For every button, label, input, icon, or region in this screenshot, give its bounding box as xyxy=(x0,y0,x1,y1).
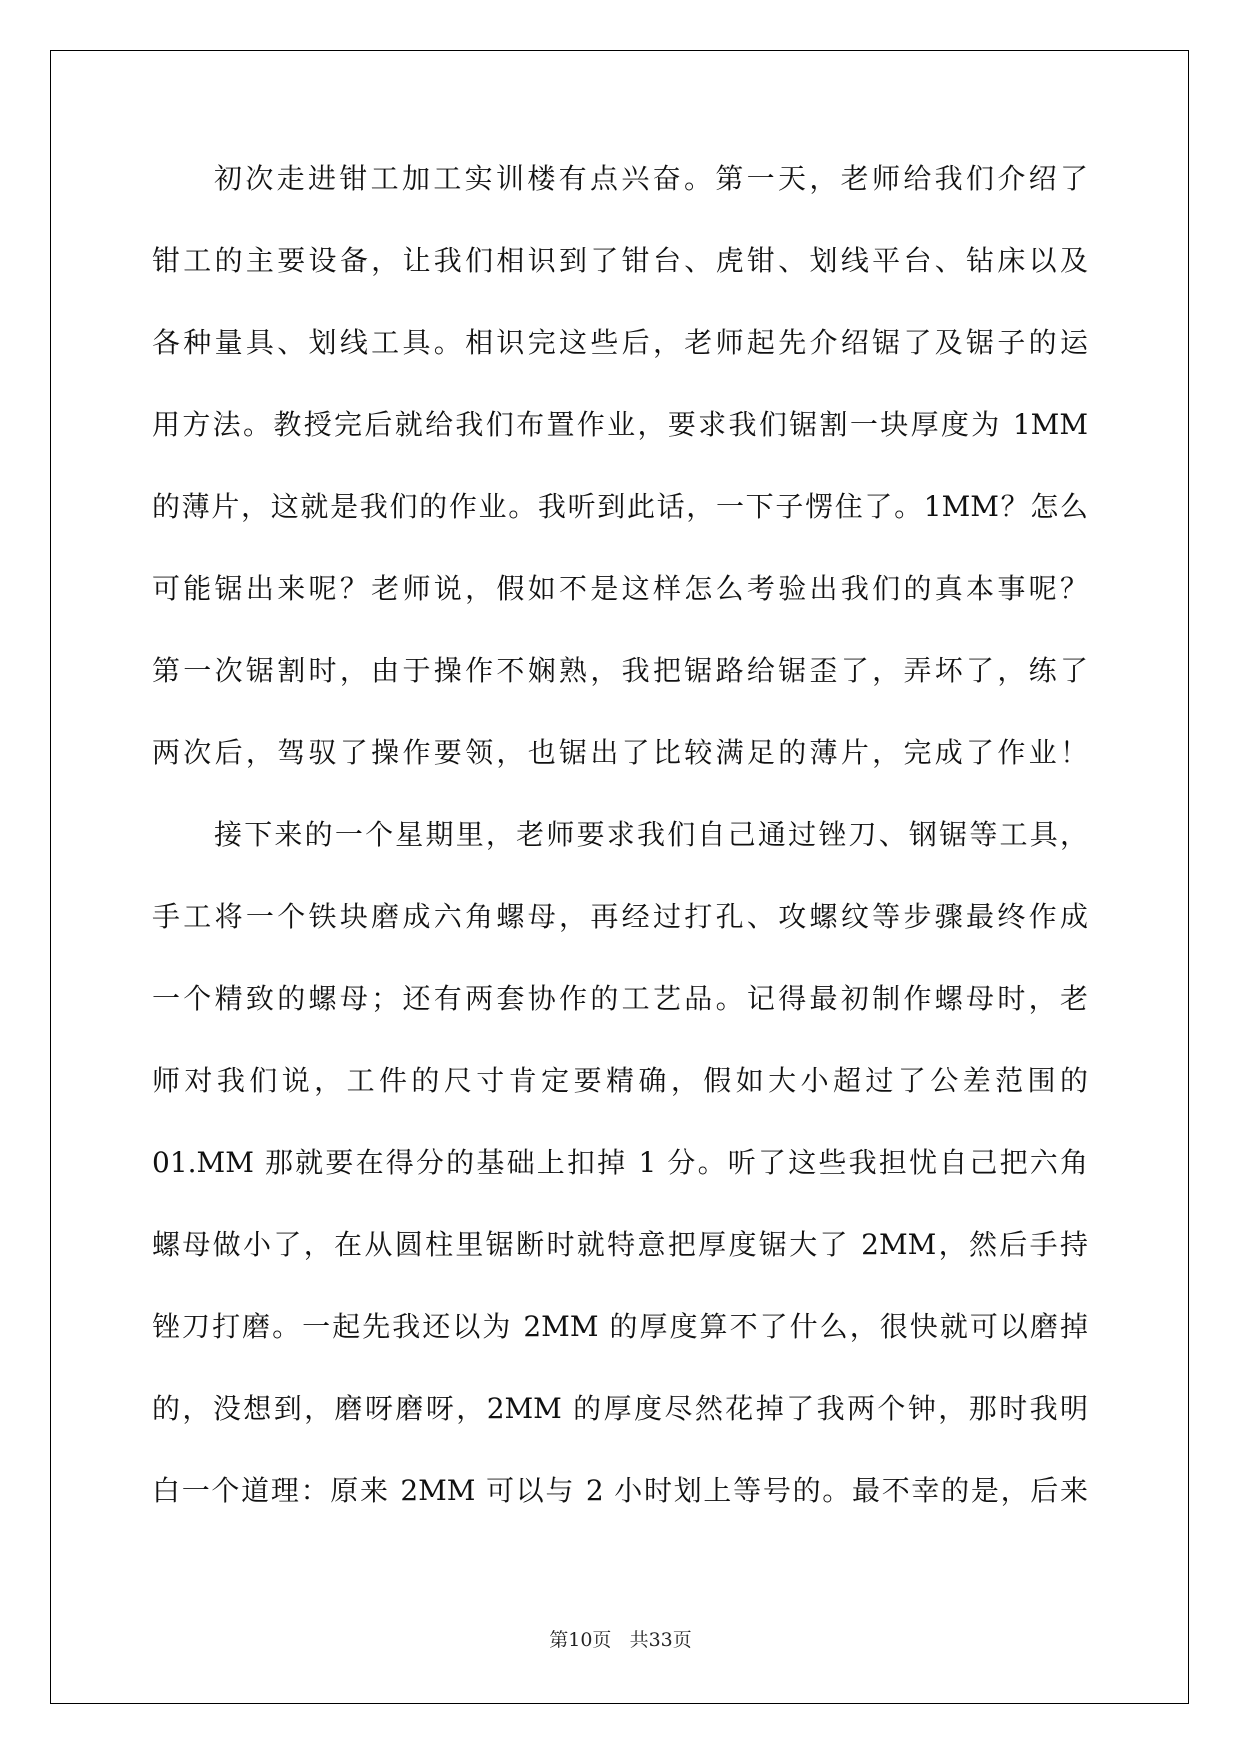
text-line: 师对我们说，工件的尺寸肯定要精确，假如大小超过了公差范围的 xyxy=(152,1064,1088,1097)
text-line: 第一次锯割时，由于操作不娴熟，我把锯路给锯歪了，弄坏了，练了 xyxy=(152,654,1088,687)
page-number: 第10页 xyxy=(549,1629,612,1651)
text-line: 可能锯出来呢？老师说，假如不是这样怎么考验出我们的真本事呢？ xyxy=(152,572,1088,605)
text-line: 用方法。教授完后就给我们布置作业，要求我们锯割一块厚度为 1MM xyxy=(152,408,1088,441)
page-total: 共33页 xyxy=(629,1629,692,1651)
text-line: 一个精致的螺母；还有两套协作的工艺品。记得最初制作螺母时，老 xyxy=(152,982,1088,1015)
text-line: 01.MM 那就要在得分的基础上扣掉 1 分。听了这些我担忧自己把六角 xyxy=(152,1146,1088,1179)
text-line: 各种量具、划线工具。相识完这些后，老师起先介绍锯了及锯子的运 xyxy=(152,326,1088,359)
paragraph-1 xyxy=(152,155,1088,811)
text-line: 的，没想到，磨呀磨呀，2MM 的厚度尽然花掉了我两个钟，那时我明 xyxy=(152,1392,1088,1425)
text-line: 的薄片，这就是我们的作业。我听到此话，一下子愣住了。1MM？怎么 xyxy=(152,490,1088,523)
text-line: 接下来的一个星期里，老师要求我们自己通过锉刀、钢锯等工具， xyxy=(214,818,1088,851)
page-footer xyxy=(0,1625,1241,1652)
text-line: 锉刀打磨。一起先我还以为 2MM 的厚度算不了什么，很快就可以磨掉 xyxy=(152,1310,1088,1343)
text-line: 两次后，驾驭了操作要领，也锯出了比较满足的薄片，完成了作业！ xyxy=(152,736,1088,769)
text-line: 手工将一个铁块磨成六角螺母，再经过打孔、攻螺纹等步骤最终作成 xyxy=(152,900,1088,933)
text-line: 初次走进钳工加工实训楼有点兴奋。第一天，老师给我们介绍了 xyxy=(214,162,1088,195)
text-line: 白一个道理：原来 2MM 可以与 2 小时划上等号的。最不幸的是，后来 xyxy=(152,1474,1088,1507)
paragraph-2 xyxy=(152,811,1088,1549)
text-line: 螺母做小了，在从圆柱里锯断时就特意把厚度锯大了 2MM，然后手持 xyxy=(152,1228,1088,1261)
document-body xyxy=(152,155,1088,1549)
text-line: 钳工的主要设备，让我们相识到了钳台、虎钳、划线平台、钻床以及 xyxy=(152,244,1088,277)
